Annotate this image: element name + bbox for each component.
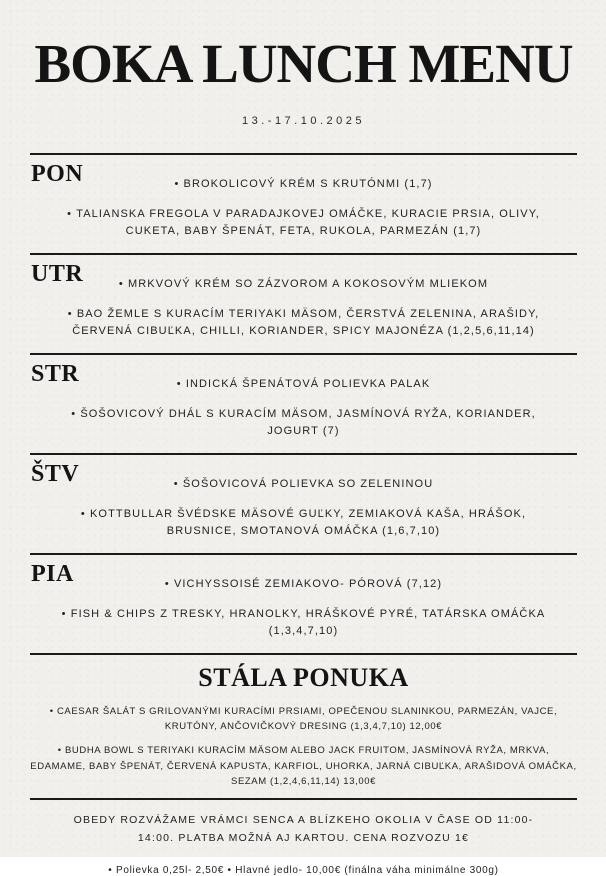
menu-item-soup: • INDICKÁ ŠPENÁTOVÁ POLIEVKA PALAK — [48, 376, 560, 393]
date-range: 13.-17.10.2025 — [241, 115, 365, 127]
menu-item-main: • BAO ŽEMLE S KURACÍM TERIYAKI MÄSOM, ČERSTVÁ ZELENINA, ARAŠIDY, ČERVENÁ CIBUĽKA, CHILLI, KORIANDER, SPICY MAJONÉZA (1,2,5,6,11,14) — [48, 306, 560, 340]
day-label-stv: ŠTV — [31, 461, 80, 487]
pricing-info: • Polievka 0,25l- 2,50€ • Hlavné jedlo- 10,00€ (finálna váha minimálne 300g) — [108, 864, 499, 876]
menu-item-soup: • ŠOŠOVICOVÁ POLIEVKA SO ZELENINOU — [48, 476, 560, 493]
standing-offer-item: • CAESAR ŠALÁT S GRILOVANÝMI KURACÍMI PRSIAMI, OPEČENOU SLANINKOU, PARMEZÁN, VAJCE, KRUTÓNY, ANČOVIČKOVÝ DRESING (1,3,4,7,10) 12,00€ — [30, 704, 577, 734]
day-label-pon: PON — [31, 161, 84, 187]
menu-item-soup: • VICHYSSOISÉ ZEMIAKOVO- PÓROVÁ (7,12) — [48, 576, 560, 593]
menu-item-main: • ŠOŠOVICOVÝ DHÁL S KURACÍM MÄSOM, JASMÍNOVÁ RYŽA, KORIANDER, JOGURT (7) — [48, 406, 560, 440]
page-title: BOKA LUNCH MENU — [34, 33, 573, 94]
menu-item-soup: • MRKVOVÝ KRÉM SO ZÁZVOROM A KOKOSOVÝM MLIEKOM — [48, 276, 560, 293]
day-section-stv — [30, 453, 577, 553]
day-label-utr: UTR — [31, 261, 84, 287]
standing-offer-heading: STÁLA PONUKA — [198, 663, 409, 692]
weekly-menu — [30, 153, 577, 789]
day-section-pon — [30, 153, 577, 253]
day-label-str: STR — [31, 361, 80, 387]
menu-item-main: • KOTTBULLAR ŠVÉDSKE MÄSOVÉ GUĽKY, ZEMIAKOVÁ KAŠA, HRÁŠOK, BRUSNICE, SMOTANOVÁ OMÁČKA (1,6,7,10) — [48, 506, 560, 540]
menu-item-main: • FISH & CHIPS Z TRESKY, HRANOLKY, HRÁŠKOVÉ PYRÉ, TATÁRSKA OMÁČKA (1,3,4,7,10) — [48, 606, 560, 640]
menu-item-main: • TALIANSKA FREGOLA V PARADAJKOVEJ OMÁČKE, KURACIE PRSIA, OLIVY, CUKETA, BABY ŠPENÁT, FETA, RUKOLA, PARMEZÁN (1,7) — [48, 206, 560, 240]
day-section-pia — [30, 553, 577, 653]
day-section-str — [30, 353, 577, 453]
menu-header — [30, 0, 577, 127]
day-label-pia: PIA — [31, 561, 74, 587]
standing-offer-section — [30, 653, 577, 789]
day-section-utr — [30, 253, 577, 353]
menu-footer — [30, 798, 577, 876]
delivery-info: OBEDY ROZVÁŽAME VRÁMCI SENCA A BLÍZKEHO OKOLIA V ČASE OD 11:00- 14:00. PLATBA MOŽNÁ AJ KARTOU. CENA ROZVOZU 1€ — [73, 813, 534, 845]
menu-item-soup: • BROKOLICOVÝ KRÉM S KRUTÓNMI (1,7) — [48, 176, 560, 193]
standing-offer-item: • BUDHA BOWL S TERIYAKI KURACÍM MÄSOM ALEBO JACK FRUITOM, JASMÍNOVÁ RYŽA, MRKVA, EDAMAME, BABY ŠPENÁT, ČERVENÁ KAPUSTA, KARFIOL, UHORKA, JARNÁ CIBUĽKA, ARAŠIDOVÁ OMÁČKA, SEZAM (1,2,4,6,11,14) 13,00€ — [30, 743, 577, 789]
